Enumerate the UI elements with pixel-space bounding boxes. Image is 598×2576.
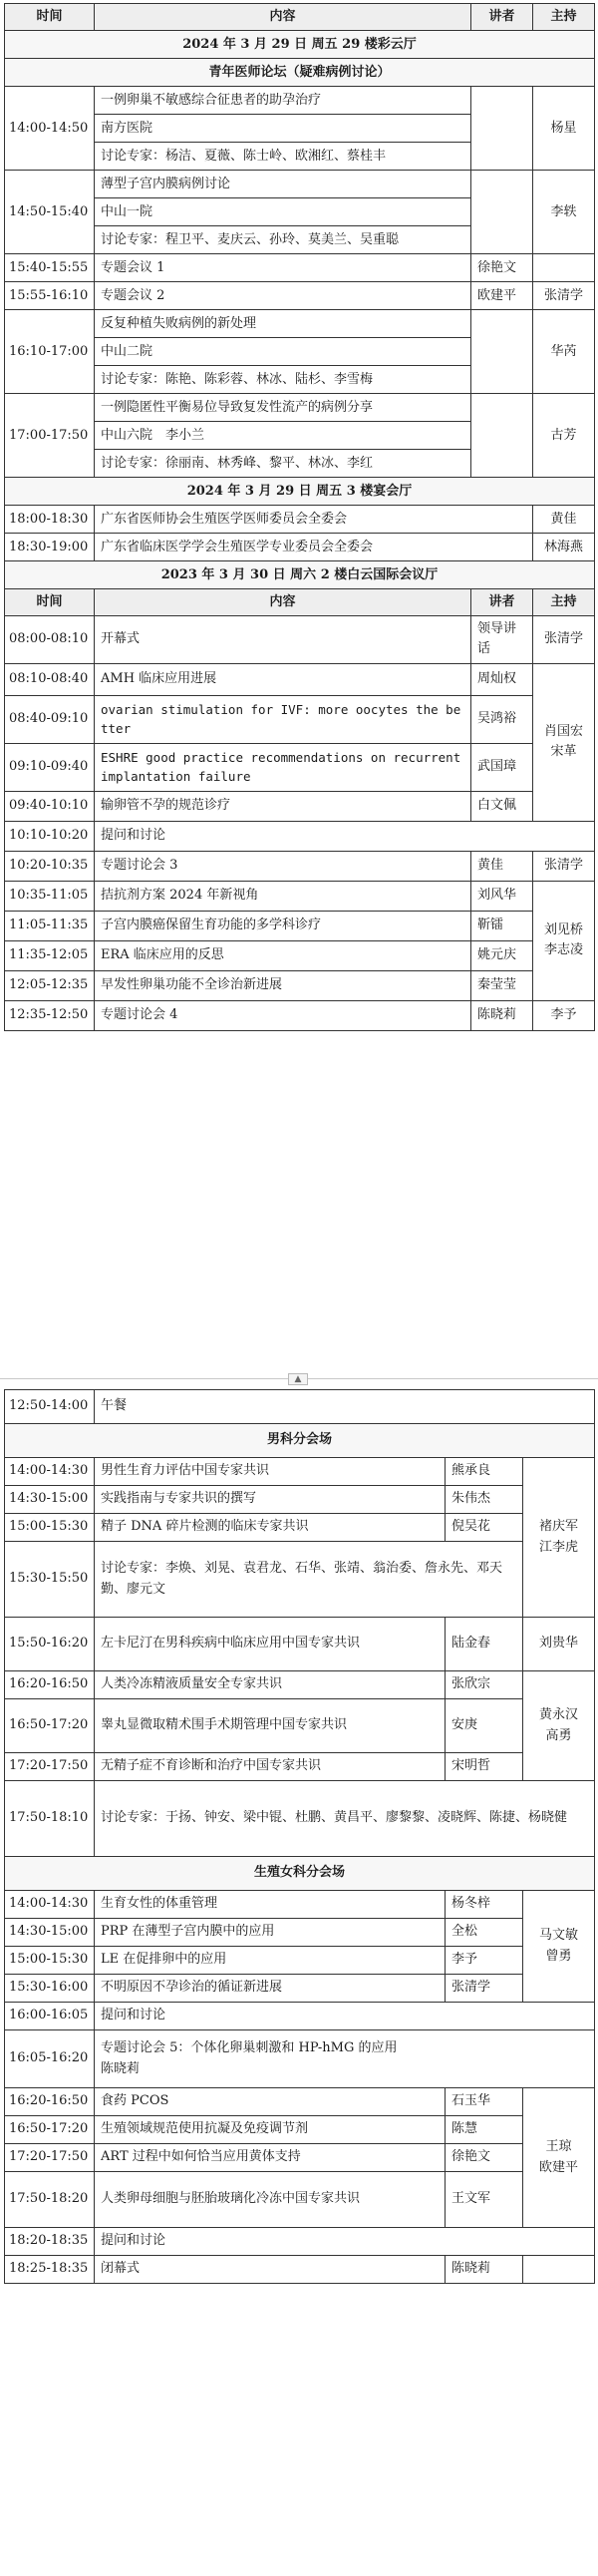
time-cell: 12:05-12:35 <box>5 970 95 1000</box>
topic-cell: 无精子症不育诊断和治疗中国专家共识 <box>95 1753 446 1781</box>
host-cell: 黄永汉 高勇 <box>523 1671 595 1781</box>
table-row <box>5 2228 595 2256</box>
host-cell: 刘见桥 李志凌 <box>533 881 595 1000</box>
topic-cell: 输卵管不孕的规范诊疗 <box>95 791 471 821</box>
time-cell: 10:35-11:05 <box>5 881 95 911</box>
header-host: 主持 <box>533 4 595 31</box>
topic-cell: 提问和讨论 <box>95 2003 595 2030</box>
topic-cell: 睾丸显微取精术围手术期管理中国专家共识 <box>95 1699 446 1753</box>
topic-cell: 专题讨论会 3 <box>95 851 471 881</box>
time-cell: 16:20-16:50 <box>5 2088 95 2116</box>
host-cell: 张清学 <box>533 616 595 663</box>
topic-cell: 闭幕式 <box>95 2256 446 2284</box>
speaker-cell: 陈晓莉 <box>471 1000 533 1030</box>
header-speaker: 讲者 <box>471 589 533 616</box>
table-header-row <box>5 589 595 616</box>
host-cell: 王琼 欧建平 <box>523 2088 595 2228</box>
table-row <box>5 171 595 198</box>
host-cell: 肖国宏 宋革 <box>533 663 595 821</box>
speaker-cell: 黄佳 <box>471 851 533 881</box>
speaker-cell: 杨冬梓 <box>446 1891 523 1919</box>
topic-cell: 专题会议 1 <box>95 254 471 282</box>
table-row <box>5 1947 595 1975</box>
topic-cell: 人类冷冻精液质量安全专家共识 <box>95 1671 446 1699</box>
speaker-cell: 靳镭 <box>471 911 533 940</box>
time-cell: 08:00-08:10 <box>5 616 95 663</box>
time-cell: 10:10-10:20 <box>5 821 95 851</box>
section-header-row <box>5 561 595 589</box>
speaker-cell: 安庚 <box>446 1699 523 1753</box>
topic-cell: PRP 在薄型子宫内膜中的应用 <box>95 1919 446 1947</box>
table-row <box>5 506 595 534</box>
topic-cell: 开幕式 <box>95 616 471 663</box>
table-row <box>5 1699 595 1753</box>
topic-cell: 专题会议 2 <box>95 282 471 310</box>
table-row <box>5 616 595 663</box>
time-cell: 18:00-18:30 <box>5 506 95 534</box>
time-cell: 14:30-15:00 <box>5 1919 95 1947</box>
hospital-cell: 南方医院 <box>95 115 471 143</box>
host-cell: 古芳 <box>533 394 595 478</box>
speaker-cell <box>471 171 533 254</box>
topic-cell: AMH 临床应用进展 <box>95 663 471 695</box>
table-row <box>5 1975 595 2003</box>
table-row <box>5 970 595 1000</box>
hospital-cell: 中山一院 <box>95 198 471 226</box>
table-row <box>5 851 595 881</box>
time-cell: 14:00-14:30 <box>5 1891 95 1919</box>
speaker-cell: 李予 <box>446 1947 523 1975</box>
topic-cell: 生育女性的体重管理 <box>95 1891 446 1919</box>
time-cell: 17:20-17:50 <box>5 1753 95 1781</box>
host-cell: 李轶 <box>533 171 595 254</box>
time-cell: 17:50-18:20 <box>5 2172 95 2228</box>
discussants-cell: 讨论专家：陈艳、陈彩蓉、林冰、陆杉、李雪梅 <box>95 366 471 394</box>
host-cell <box>533 254 595 282</box>
discussants-cell: 讨论专家：李焕、刘晃、袁君龙、石华、张靖、翁治委、詹永先、邓天勤、廖元文 <box>95 1542 523 1618</box>
topic-cell: 广东省临床医学学会生殖医学专业委员会全委会 <box>95 534 533 561</box>
topic-cell: 反复种植失败病例的新处理 <box>95 310 471 338</box>
time-cell: 15:30-16:00 <box>5 1975 95 2003</box>
header-time: 时间 <box>5 4 95 31</box>
table-row <box>5 1618 595 1671</box>
time-cell: 17:00-17:50 <box>5 394 95 478</box>
speaker-cell: 宋明哲 <box>446 1753 523 1781</box>
topic-cell: 生殖领域规范使用抗凝及免疫调节剂 <box>95 2116 446 2144</box>
table-row <box>5 2256 595 2284</box>
time-cell: 16:20-16:50 <box>5 1671 95 1699</box>
speaker-cell: 陆金春 <box>446 1618 523 1671</box>
section-header-row <box>5 31 595 59</box>
header-time: 时间 <box>5 589 95 616</box>
host-cell: 黄佳 <box>533 506 595 534</box>
topic-cell: 左卡尼汀在男科疾病中临床应用中国专家共识 <box>95 1618 446 1671</box>
topic-cell: 广东省医师协会生殖医学医师委员会全委会 <box>95 506 533 534</box>
topic-cell: ESHRE good practice recommendations on recurrent implantation failure <box>95 743 471 791</box>
topic-cell: 食药 PCOS <box>95 2088 446 2116</box>
time-cell: 11:05-11:35 <box>5 911 95 940</box>
table-row <box>5 1753 595 1781</box>
speaker-cell: 武国璋 <box>471 743 533 791</box>
table-row <box>5 2003 595 2030</box>
time-cell: 15:00-15:30 <box>5 1514 95 1542</box>
time-cell: 16:10-17:00 <box>5 310 95 394</box>
discussants-cell: 讨论专家：程卫平、麦庆云、孙玲、莫美兰、吴重聪 <box>95 226 471 254</box>
table-row <box>5 2172 595 2228</box>
table-row <box>5 940 595 970</box>
header-content: 内容 <box>95 589 471 616</box>
section-header-row <box>5 1424 595 1458</box>
time-cell: 09:40-10:10 <box>5 791 95 821</box>
time-cell: 16:00-16:05 <box>5 2003 95 2030</box>
hospital-cell: 中山六院 李小兰 <box>95 422 471 450</box>
forum-title: 青年医师论坛（疑难病例讨论） <box>5 59 595 87</box>
table-row <box>5 821 595 851</box>
topic-cell: 实践指南与专家共识的撰写 <box>95 1486 446 1514</box>
table-row <box>5 1671 595 1699</box>
forum-title-row <box>5 59 595 87</box>
topic-cell: 精子 DNA 碎片检测的临床专家共识 <box>95 1514 446 1542</box>
speaker-cell: 欧建平 <box>471 282 533 310</box>
discussants-cell: 讨论专家：杨洁、夏薇、陈士岭、欧湘红、蔡桂丰 <box>95 143 471 171</box>
table-row <box>5 1514 595 1542</box>
table-row <box>5 695 595 743</box>
topic-cell: ERA 临床应用的反思 <box>95 940 471 970</box>
header-content: 内容 <box>95 4 471 31</box>
time-cell: 14:00-14:50 <box>5 87 95 171</box>
section-header-row <box>5 1857 595 1891</box>
host-cell: 褚庆军 江李虎 <box>523 1458 595 1618</box>
table-row <box>5 282 595 310</box>
topic-cell: 一例隐匿性平衡易位导致复发性流产的病例分享 <box>95 394 471 422</box>
section-divider <box>0 1373 598 1385</box>
time-cell: 09:10-09:40 <box>5 743 95 791</box>
discussants-cell: 讨论专家：徐丽南、林秀峰、黎平、林冰、李红 <box>95 450 471 478</box>
speaker-cell: 姚元庆 <box>471 940 533 970</box>
topic-cell: 薄型子宫内膜病例讨论 <box>95 171 471 198</box>
hospital-cell: 中山二院 <box>95 338 471 366</box>
topic-cell: 子宫内膜癌保留生育功能的多学科诊疗 <box>95 911 471 940</box>
time-cell: 16:50-17:20 <box>5 1699 95 1753</box>
speaker-cell <box>471 310 533 394</box>
host-cell: 杨星 <box>533 87 595 171</box>
topic-cell: 一例卵巢不敏感综合征患者的助孕治疗 <box>95 87 471 115</box>
table-row <box>5 1000 595 1030</box>
table-row <box>5 1891 595 1919</box>
topic-cell: 不明原因不孕诊治的循证新进展 <box>95 1975 446 2003</box>
speaker-cell: 陈晓莉 <box>446 2256 523 2284</box>
table-row <box>5 1458 595 1486</box>
time-cell: 17:50-18:10 <box>5 1781 95 1857</box>
topic-cell: 拮抗剂方案 2024 年新视角 <box>95 881 471 911</box>
time-cell: 18:20-18:35 <box>5 2228 95 2256</box>
speaker-cell <box>471 394 533 478</box>
topic-cell: 提问和讨论 <box>95 821 595 851</box>
section-title: 2023 年 3 月 30 日 周六 2 楼白云国际会议厅 <box>5 561 595 589</box>
time-cell: 12:35-12:50 <box>5 1000 95 1030</box>
speaker-cell: 徐艳文 <box>446 2144 523 2172</box>
time-cell: 18:30-19:00 <box>5 534 95 561</box>
topic-cell: ART 过程中如何恰当应用黄体支持 <box>95 2144 446 2172</box>
collapse-handle-icon[interactable]: ▲ <box>288 1373 308 1385</box>
time-cell: 10:20-10:35 <box>5 851 95 881</box>
schedule-table-part2 <box>4 1389 595 2284</box>
table-row <box>5 1542 595 1618</box>
schedule-table-part1 <box>4 3 595 1031</box>
time-cell: 18:25-18:35 <box>5 2256 95 2284</box>
speaker-cell: 领导讲话 <box>471 616 533 663</box>
time-cell: 15:55-16:10 <box>5 282 95 310</box>
table-row <box>5 2116 595 2144</box>
topic-cell: 早发性卵巢功能不全诊治新进展 <box>95 970 471 1000</box>
table-row <box>5 534 595 561</box>
speaker-cell: 刘风华 <box>471 881 533 911</box>
host-cell: 刘贵华 <box>523 1618 595 1671</box>
time-cell: 15:50-16:20 <box>5 1618 95 1671</box>
topic-cell: LE 在促排卵中的应用 <box>95 1947 446 1975</box>
speaker-cell: 徐艳文 <box>471 254 533 282</box>
speaker-cell: 张欣宗 <box>446 1671 523 1699</box>
host-cell: 张清学 <box>533 851 595 881</box>
speaker-cell: 朱伟杰 <box>446 1486 523 1514</box>
speaker-cell: 张清学 <box>446 1975 523 2003</box>
speaker-cell: 吴鸿裕 <box>471 695 533 743</box>
table-header-row <box>5 4 595 31</box>
table-row <box>5 394 595 422</box>
table-row <box>5 881 595 911</box>
discussants-cell: 讨论专家：于扬、钟安、梁中锟、杜鹏、黄昌平、廖黎黎、凌晓辉、陈捷、杨晓健 <box>95 1781 595 1857</box>
table-row <box>5 2030 595 2088</box>
table-row <box>5 1390 595 1424</box>
time-cell: 15:30-15:50 <box>5 1542 95 1618</box>
speaker-cell: 周灿权 <box>471 663 533 695</box>
topic-cell: 专题讨论会 5：个体化卵巢刺激和 HP-hMG 的应用 陈晓莉 <box>95 2030 595 2088</box>
speaker-cell: 白文佩 <box>471 791 533 821</box>
speaker-cell: 熊承良 <box>446 1458 523 1486</box>
speaker-cell <box>471 87 533 171</box>
time-cell: 16:05-16:20 <box>5 2030 95 2088</box>
table-row <box>5 2088 595 2116</box>
time-cell: 08:40-09:10 <box>5 695 95 743</box>
time-cell: 15:00-15:30 <box>5 1947 95 1975</box>
host-cell: 李予 <box>533 1000 595 1030</box>
header-speaker: 讲者 <box>471 4 533 31</box>
section-title: 2024 年 3 月 29 日 周五 3 楼宴会厅 <box>5 478 595 506</box>
host-cell: 张清学 <box>533 282 595 310</box>
time-cell: 14:30-15:00 <box>5 1486 95 1514</box>
section-title: 2024 年 3 月 29 日 周五 29 楼彩云厅 <box>5 31 595 59</box>
table-row <box>5 791 595 821</box>
section-title: 生殖女科分会场 <box>5 1857 595 1891</box>
topic-cell: 男性生育力评估中国专家共识 <box>95 1458 446 1486</box>
table-row <box>5 2144 595 2172</box>
time-cell: 14:00-14:30 <box>5 1458 95 1486</box>
speaker-cell: 石玉华 <box>446 2088 523 2116</box>
topic-cell: 提问和讨论 <box>95 2228 595 2256</box>
speaker-cell: 秦莹莹 <box>471 970 533 1000</box>
speaker-cell: 王文军 <box>446 2172 523 2228</box>
time-cell: 15:40-15:55 <box>5 254 95 282</box>
table-row <box>5 1781 595 1857</box>
time-cell: 11:35-12:05 <box>5 940 95 970</box>
table-row <box>5 254 595 282</box>
topic-cell: 午餐 <box>95 1390 595 1424</box>
time-cell: 16:50-17:20 <box>5 2116 95 2144</box>
speaker-cell: 陈慧 <box>446 2116 523 2144</box>
host-cell <box>523 2256 595 2284</box>
table-row <box>5 1919 595 1947</box>
table-row <box>5 743 595 791</box>
section-header-row <box>5 478 595 506</box>
time-cell: 17:20-17:50 <box>5 2144 95 2172</box>
host-cell: 林海燕 <box>533 534 595 561</box>
time-cell: 12:50-14:00 <box>5 1390 95 1424</box>
table-row <box>5 310 595 338</box>
speaker-cell: 倪吴花 <box>446 1514 523 1542</box>
table-row <box>5 1486 595 1514</box>
table-row <box>5 911 595 940</box>
time-cell: 08:10-08:40 <box>5 663 95 695</box>
topic-cell: 专题讨论会 4 <box>95 1000 471 1030</box>
host-cell: 马文敏 曾勇 <box>523 1891 595 2003</box>
time-cell: 14:50-15:40 <box>5 171 95 254</box>
section-title: 男科分会场 <box>5 1424 595 1458</box>
topic-cell: 人类卵母细胞与胚胎玻璃化冷冻中国专家共识 <box>95 2172 446 2228</box>
header-host: 主持 <box>533 589 595 616</box>
table-row <box>5 663 595 695</box>
host-cell: 华芮 <box>533 310 595 394</box>
speaker-cell: 全松 <box>446 1919 523 1947</box>
topic-cell: ovarian stimulation for IVF: more oocytes the better <box>95 695 471 743</box>
table-row <box>5 87 595 115</box>
